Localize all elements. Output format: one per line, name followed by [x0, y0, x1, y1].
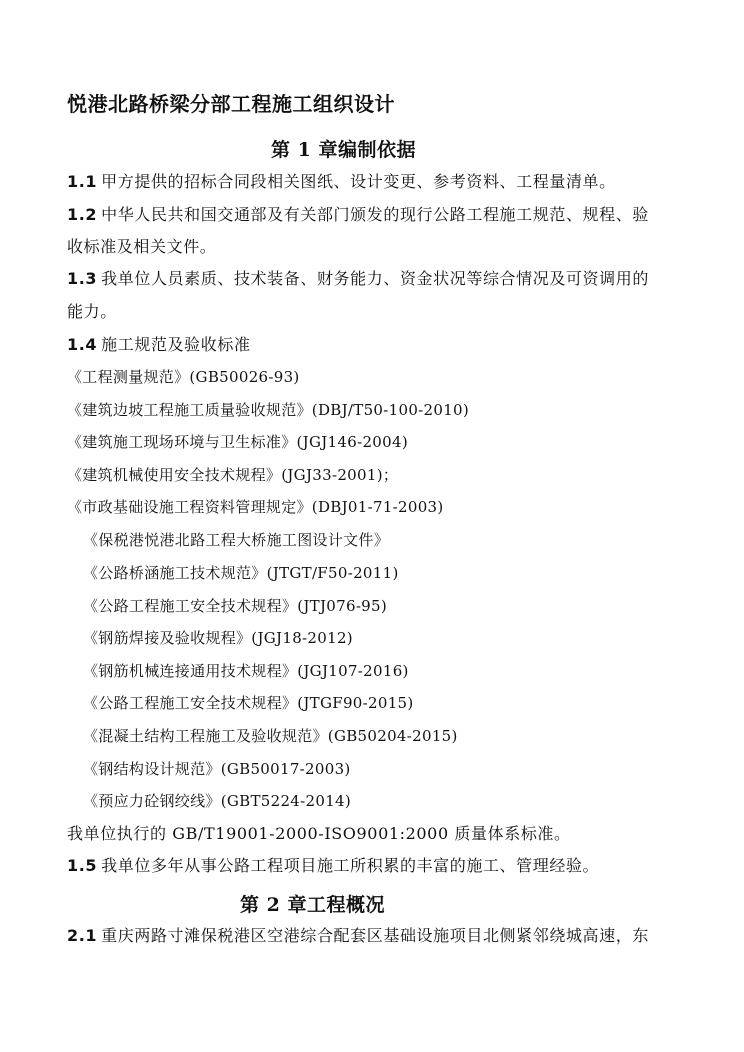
- reference-item: 《混凝土结构工程施工及验收规范》(GB50204-2015): [83, 727, 458, 745]
- section-text: 中华人民共和国交通部及有关部门颁发的现行公路工程施工规范、规程、验: [101, 205, 649, 224]
- section-number: 2.1: [67, 926, 98, 945]
- quality-standard-line: 我单位执行的 GB/T19001-2000-ISO9001:2000 质量体系标准。: [67, 824, 571, 843]
- reference-item: 《建筑施工现场环境与卫生标准》(JGJ146-2004): [67, 433, 408, 451]
- reference-item: 《预应力砼钢绞线》(GBT5224-2014): [83, 792, 352, 810]
- section-1-4: [67, 335, 251, 355]
- document-title: 悦港北路桥梁分部工程施工组织设计: [67, 92, 395, 116]
- reference-item: 《钢结构设计规范》(GB50017-2003): [83, 760, 351, 778]
- section-number: 1.3: [67, 269, 98, 288]
- section-text: 施工规范及验收标准: [101, 335, 251, 354]
- section-text: 甲方提供的招标合同段相关图纸、设计变更、参考资料、工程量清单。: [101, 172, 616, 191]
- section-number: 1.5: [67, 856, 98, 875]
- reference-item: 《保税港悦港北路工程大桥施工图设计文件》: [83, 531, 390, 549]
- section-1-2-cont: 收标准及相关文件。: [67, 237, 217, 256]
- section-number: 1.1: [67, 172, 98, 191]
- section-number: 1.2: [67, 205, 98, 224]
- reference-item: 《建筑边坡工程施工质量验收规范》(DBJ/T50-100-2010): [67, 401, 470, 419]
- reference-item: 《公路桥涵施工技术规范》(JTGT/F50-2011): [83, 564, 399, 582]
- reference-item: 《市政基础设施工程资料管理规定》(DBJ01-71-2003): [67, 498, 444, 516]
- reference-item: 《钢筋机械连接通用技术规程》(JGJ107-2016): [83, 662, 409, 680]
- section-1-5: [67, 856, 599, 876]
- chapter-2-heading: 第 2 章工程概况: [240, 894, 385, 916]
- section-1-3: [67, 269, 649, 289]
- section-2-1: [67, 926, 649, 946]
- section-1-1: [67, 172, 616, 192]
- section-text: 我单位人员素质、技术装备、财务能力、资金状况等综合情况及可资调用的: [101, 269, 649, 288]
- reference-item: 《建筑机械使用安全技术规程》(JGJ33-2001)；: [67, 466, 399, 484]
- section-1-3-cont: 能力。: [67, 302, 117, 321]
- reference-item: 《工程测量规范》(GB50026-93): [67, 368, 300, 386]
- section-text: 重庆两路寸滩保税港区空港综合配套区基础设施项目北侧紧邻绕城高速，东: [101, 926, 649, 945]
- section-text: 我单位多年从事公路工程项目施工所积累的丰富的施工、管理经验。: [101, 856, 600, 875]
- chapter-1-heading: 第 1 章编制依据: [271, 139, 416, 161]
- section-number: 1.4: [67, 335, 98, 354]
- reference-item: 《公路工程施工安全技术规程》(JTJ076-95): [83, 597, 388, 615]
- section-1-2: [67, 205, 649, 225]
- reference-item: 《钢筋焊接及验收规程》(JGJ18-2012): [83, 629, 353, 647]
- reference-item: 《公路工程施工安全技术规程》(JTGF90-2015): [83, 694, 414, 712]
